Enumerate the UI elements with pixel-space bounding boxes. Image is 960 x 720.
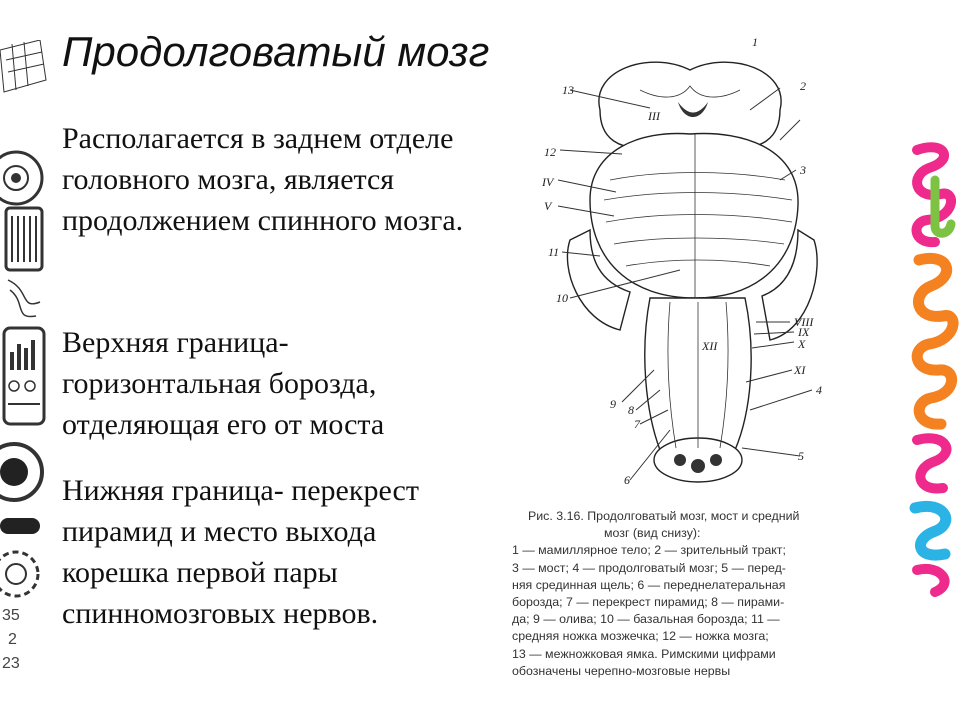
figure-label: 8 <box>628 403 634 417</box>
caption-line: обозначены черепно-мозговые нервы <box>512 663 731 678</box>
figure-label: V <box>544 199 552 213</box>
gear-icon <box>0 552 38 596</box>
figure-label: XII <box>702 339 718 353</box>
left-decoration <box>0 40 52 720</box>
paragraph-line: Верхняя граница- <box>62 326 289 359</box>
caption-line: няя срединная щель; 6 — переднелатеральная <box>512 577 786 592</box>
figure-label: 10 <box>556 291 568 305</box>
paragraph-location <box>62 118 463 241</box>
squiggle-cyan <box>915 506 946 555</box>
brainstem-illustration <box>530 30 860 500</box>
paragraph-upper-border <box>62 322 384 445</box>
figure-label: 12 <box>544 145 556 159</box>
figure-label: 9 <box>610 397 616 411</box>
figure-label: 4 <box>816 383 822 397</box>
decor-digit: 23 <box>2 655 20 672</box>
caption-line: да; 9 — олива; 10 — базальная борозда; 11 — <box>512 612 780 627</box>
squiggle-pink <box>917 438 946 488</box>
paragraph-line: Нижняя граница- перекрест <box>62 474 419 507</box>
figure-label: 11 <box>548 245 560 259</box>
figure-label: XI <box>794 363 806 377</box>
paragraph-line: пирамид и место выхода <box>62 515 377 548</box>
paragraph-lower-border <box>62 470 419 634</box>
figure-label: X <box>798 337 806 351</box>
figure-label: VIII <box>794 315 814 329</box>
paragraph-line: спинномозговых нервов. <box>62 597 379 630</box>
caption-line: средняя ножка мозжечка; 12 — ножка мозга; <box>512 629 769 644</box>
paragraph-line: отделяющая его от моста <box>62 408 385 441</box>
paragraph-line: головного мозга, является <box>62 163 395 196</box>
caption-line: 13 — межножковая ямка. Римскими цифрами <box>512 646 776 661</box>
gear-icon <box>0 444 42 500</box>
slide-title: Продолговатый мозг <box>62 28 490 75</box>
paragraph-line: корешка первой пары <box>62 556 338 589</box>
decor-digit: 2 <box>8 631 17 648</box>
caption-line: мозг (вид снизу): <box>604 526 701 541</box>
squiggle-pink <box>917 569 945 592</box>
figure-label: IV <box>542 175 554 189</box>
figure-label: 5 <box>798 449 804 463</box>
figure-label: 7 <box>634 417 640 431</box>
decor-digit: 35 <box>2 607 20 624</box>
caption-line: борозда; 7 — перекрест пирамид; 8 — пирами- <box>512 595 785 610</box>
paragraph-line: продолжением спинного мозга. <box>62 204 464 237</box>
figure-caption <box>512 508 890 680</box>
figure-label: 1 <box>752 35 758 49</box>
right-decoration <box>905 140 960 600</box>
caption-line: Рис. 3.16. Продолговатый мозг, мост и средний <box>528 509 800 523</box>
squiggle-orange <box>917 258 953 424</box>
paragraph-line: Располагается в заднем отделе <box>62 122 454 155</box>
figure-label: 6 <box>624 473 630 487</box>
gear-icon <box>0 152 42 204</box>
figure-label: IX <box>798 325 810 339</box>
figure-label: 3 <box>800 163 806 177</box>
paragraph-line: горизонтальная борозда, <box>62 367 377 400</box>
figure-label: III <box>648 109 660 123</box>
figure-label: 13 <box>562 83 574 97</box>
caption-line: 1 — мамиллярное тело; 2 — зрительный тракт; <box>512 543 786 558</box>
caption-line: 3 — мост; 4 — продолговатый мозг; 5 — перед- <box>512 560 786 575</box>
figure-label: 2 <box>800 79 806 93</box>
